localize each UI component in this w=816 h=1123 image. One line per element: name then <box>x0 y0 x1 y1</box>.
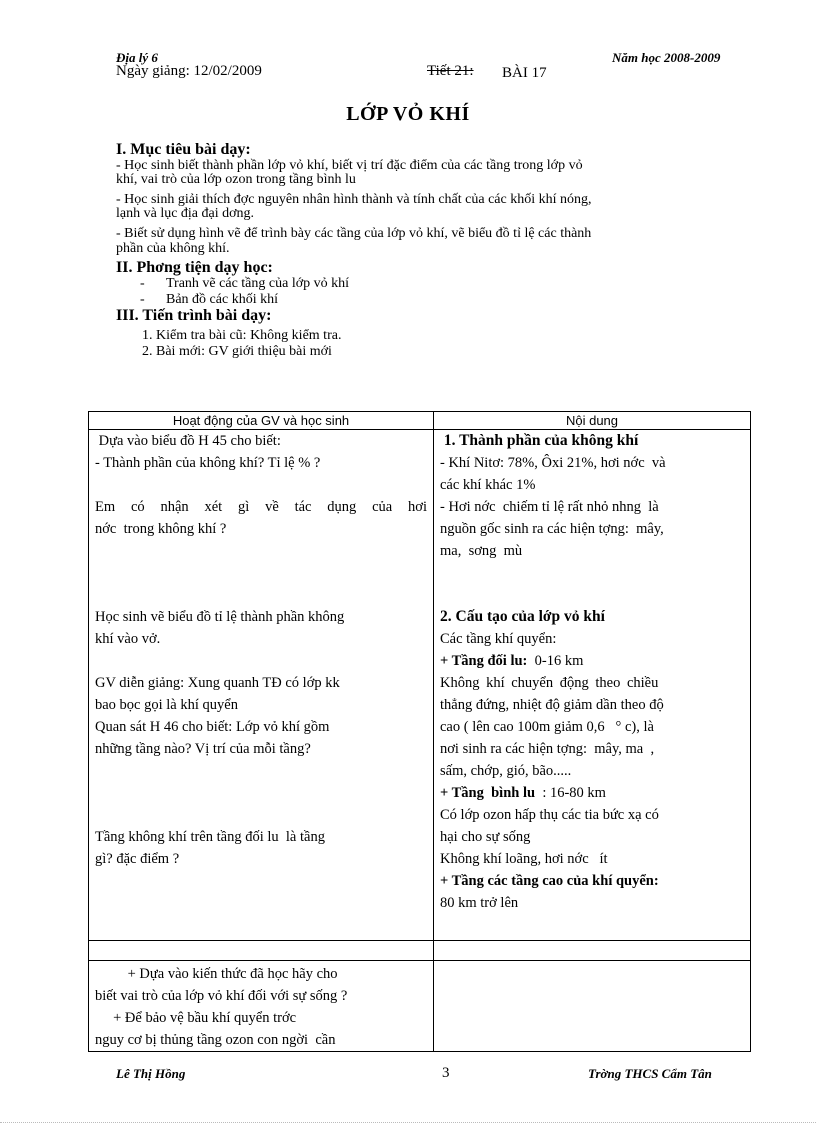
process-item-2: 2. Bài mới: GV giới thiệu bài mới <box>142 344 332 359</box>
footer-school: Trờng THCS Cẩm Tân <box>588 1066 712 1081</box>
content-line: nguồn gốc sinh ra các hiện tợng: mây, <box>440 521 664 537</box>
troposphere-range: 0-16 km <box>527 653 584 669</box>
bottom-activity-line: biết vai trò của lớp vỏ khí đối với sự sống ? <box>95 988 348 1004</box>
content-line: cao ( lên cao 100m giảm 0,6 ° c), là <box>440 719 654 735</box>
process-item-1: 1. Kiểm tra bài cũ: Không kiểm tra. <box>142 328 342 343</box>
content-line: thẳng đứng, nhiệt độ giảm dần theo độ <box>440 697 664 713</box>
activity-line: Quan sát H 46 cho biết: Lớp vỏ khí gồm <box>95 719 330 735</box>
page-title: LỚP VỎ KHÍ <box>346 103 470 125</box>
activity-cell <box>89 430 434 941</box>
activity-line: bao bọc gọi là khí quyển <box>95 697 238 713</box>
materials-dash-2: - <box>140 292 145 307</box>
activity-line: Dựa vào biểu đồ H 45 cho biết: <box>95 433 281 449</box>
activity-line: - Thành phần của không khí? Tỉ lệ % ? <box>95 455 321 471</box>
activity-line: Em có nhận xét gì về tác dụng của hơi <box>95 499 427 515</box>
lesson-number: BÀI 17 <box>502 65 547 81</box>
materials-item-1: Tranh vẽ các tầng của lớp vỏ khí <box>166 276 350 291</box>
activity-line: GV diễn giảng: Xung quanh TĐ có lớp kk <box>95 675 340 691</box>
objectives-line-3: - Học sinh giải thích đợc nguyên nhân hình thành và tính chất của các khối khí nóng, <box>116 192 592 207</box>
footer-author: Lê Thị Hồng <box>116 1066 186 1081</box>
content-line: Các tầng khí quyển: <box>440 631 557 647</box>
spacer-cell <box>434 941 751 961</box>
content-line: - Khí Nitơ: 78%, Ôxi 21%, hơi nớc và <box>440 455 666 471</box>
stratosphere-label: + Tầng bình lu <box>440 785 536 801</box>
upper-atmosphere-label: + Tầng các tầng cao của khí quyển: <box>440 873 659 889</box>
materials-item-2: Bản đồ các khối khí <box>166 292 278 307</box>
troposphere-row <box>440 650 744 672</box>
school-year: Năm học 2008-2009 <box>612 50 721 65</box>
bottom-activity-line: + Dựa vào kiến thức đã học hãy cho <box>95 966 338 982</box>
objectives-heading: I. Mục tiêu bài dạy: <box>116 141 251 158</box>
content-line: hại cho sự sống <box>440 829 531 845</box>
subject-label: Địa lý 6 <box>116 50 158 65</box>
activity-line: nớc trong không khí ? <box>95 521 227 537</box>
content-line: - Hơi nớc chiếm tỉ lệ rất nhỏ nhng là <box>440 499 659 515</box>
content-line: Không khí loãng, hơi nớc ít <box>440 851 608 867</box>
activity-line: những tầng nào? Vị trí của mỗi tầng? <box>95 741 311 757</box>
materials-dash-1: - <box>140 276 145 291</box>
content-line: ma, sơng mù <box>440 543 523 559</box>
content-line: Không khí chuyển động theo chiều <box>440 675 659 691</box>
troposphere-label: + Tầng đối lu: <box>440 653 528 669</box>
activity-line: gì? đặc điểm ? <box>95 851 180 867</box>
lesson-period: Tiết 21: <box>427 63 474 79</box>
objectives-line-2: khí, vai trò của lớp ozon trong tầng bình lu <box>116 172 356 187</box>
process-heading: III. Tiến trình bài dạy: <box>116 307 272 324</box>
activity-line: Học sinh vẽ biểu đồ tỉ lệ thành phần không <box>95 609 345 625</box>
content-line: Có lớp ozon hấp thụ các tia bức xạ có <box>440 807 659 823</box>
objectives-line-6: phần của không khí. <box>116 241 230 256</box>
stratosphere-row <box>440 782 744 804</box>
bottom-activity-line: + Để bảo vệ bầu khí quyển trớc <box>95 1010 297 1026</box>
bottom-content-cell <box>434 961 751 1052</box>
activity-line: khí vào vở. <box>95 631 161 647</box>
teaching-date: Ngày giảng: 12/02/2009 <box>116 63 262 79</box>
upper-atmosphere-range: 80 km trở lên <box>440 895 519 911</box>
bottom-activity-line: nguy cơ bị thủng tầng ozon con ngời cần <box>95 1032 336 1048</box>
content-line: các khí khác 1% <box>440 477 536 493</box>
activity-line: Tầng không khí trên tầng đối lu là tầng <box>95 829 325 845</box>
bottom-activity-cell <box>89 961 434 1052</box>
col-header-activity: Hoạt động của GV và học sinh <box>89 412 434 430</box>
section2-heading: 2. Cấu tạo của lớp vỏ khí <box>440 608 605 625</box>
content-cell <box>434 430 751 941</box>
objectives-line-1: - Học sinh biết thành phần lớp vỏ khí, biết vị trí đặc điểm của các tầng trong lớp vỏ <box>116 158 583 173</box>
stratosphere-range: : 16-80 km <box>535 785 606 801</box>
objectives-line-4: lạnh và lục địa đại dơng. <box>116 206 255 221</box>
objectives-line-5: - Biết sử dụng hình vẽ để trình bày các tầng của lớp vỏ khí, vẽ biểu đồ tỉ lệ các thành <box>116 226 592 241</box>
materials-heading: II. Phơng tiện dạy học: <box>116 259 273 276</box>
col-header-content: Nội dung <box>434 412 751 430</box>
lesson-table <box>88 411 751 1052</box>
spacer-cell <box>89 941 434 961</box>
content-line: nơi sinh ra các hiện tợng: mây, ma , <box>440 741 655 757</box>
section1-heading: 1. Thành phần của không khí <box>440 432 639 449</box>
footer-page-number: 3 <box>442 1065 450 1081</box>
content-line: sấm, chớp, gió, bão..... <box>440 763 572 779</box>
